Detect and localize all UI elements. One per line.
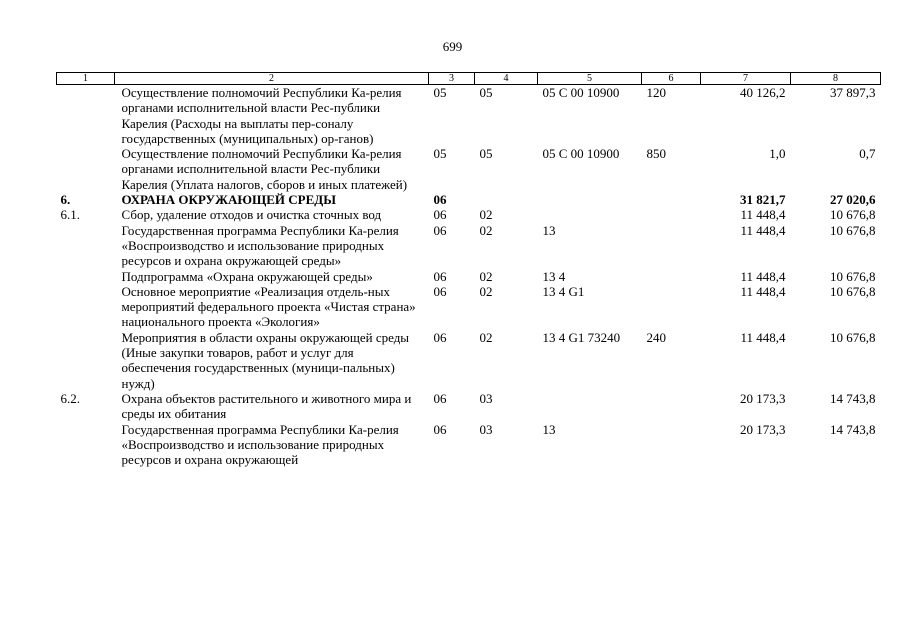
column-header-4: 4 bbox=[475, 73, 538, 85]
row-expense-type bbox=[642, 269, 701, 284]
row-subsection-code: 02 bbox=[479, 268, 493, 284]
row-section-code: 06 bbox=[433, 222, 447, 238]
row-description: Осуществление полномочий Республики Ка-релия органами исполнительной власти Рес-публики Карелия (Расходы на выплаты пер-соналу государственных (муниципальных) ор-ганов) bbox=[121, 85, 402, 146]
column-header-8: 8 bbox=[791, 73, 881, 85]
row-number bbox=[57, 223, 115, 269]
table-header bbox=[57, 73, 881, 85]
row-amount-actual: 27 020,6 bbox=[830, 192, 876, 208]
row-number: 6.1. bbox=[60, 207, 80, 223]
row-subsection-code: 03 bbox=[479, 390, 493, 406]
row-number bbox=[57, 330, 115, 391]
row-expense-type bbox=[642, 207, 701, 222]
row-amount-plan: 11 448,4 bbox=[740, 268, 786, 284]
row-description: Государственная программа Республики Ка-релия «Воспроизводство и использование природных ресурсов и охрана окружающей bbox=[121, 421, 399, 468]
row-expense-type bbox=[642, 422, 701, 468]
row-description: Осуществление полномочий Республики Ка-релия органами исполнительной власти Рес-публики Карелия (Уплата налогов, сборов и иных платежей) bbox=[121, 146, 408, 192]
row-subsection-code bbox=[475, 192, 538, 207]
column-header-7: 7 bbox=[701, 73, 791, 85]
table-row bbox=[57, 85, 881, 147]
column-header-1: 1 bbox=[57, 73, 115, 85]
row-subsection-code: 05 bbox=[479, 85, 493, 100]
row-section-code: 06 bbox=[433, 192, 447, 208]
table-row bbox=[57, 223, 881, 269]
row-subsection-code: 02 bbox=[479, 283, 493, 299]
row-amount-actual: 10 676,8 bbox=[830, 268, 876, 284]
row-amount-plan: 1,0 bbox=[769, 146, 786, 162]
row-description: Сбор, удаление отходов и очистка сточных вод bbox=[121, 207, 382, 223]
row-amount-actual: 14 743,8 bbox=[830, 390, 876, 406]
table-row bbox=[57, 422, 881, 468]
column-header-2: 2 bbox=[115, 73, 429, 85]
row-number bbox=[57, 146, 115, 192]
budget-table bbox=[56, 72, 881, 467]
table-row bbox=[57, 192, 881, 207]
row-amount-plan: 11 448,4 bbox=[740, 283, 786, 299]
row-amount-actual: 14 743,8 bbox=[830, 421, 876, 437]
column-header-6: 6 bbox=[642, 73, 701, 85]
row-target-article: 13 4 bbox=[542, 268, 566, 284]
row-amount-actual: 10 676,8 bbox=[830, 222, 876, 238]
row-expense-type: 120 bbox=[646, 85, 666, 100]
row-number bbox=[57, 269, 115, 284]
row-target-article: 05 С 00 10900 bbox=[542, 146, 620, 162]
row-expense-type bbox=[642, 192, 701, 207]
table-body bbox=[57, 85, 881, 468]
row-section-code: 05 bbox=[433, 85, 447, 100]
row-section-code: 06 bbox=[433, 329, 447, 345]
row-section-code: 05 bbox=[433, 146, 447, 162]
row-target-article bbox=[538, 207, 642, 222]
table-row bbox=[57, 391, 881, 422]
page-number: 699 bbox=[442, 39, 463, 54]
row-number: 6. bbox=[60, 192, 71, 208]
row-description: Подпрограмма «Охрана окружающей среды» bbox=[121, 268, 373, 284]
row-number: 6.2. bbox=[60, 390, 80, 406]
table-row bbox=[57, 330, 881, 391]
row-description: Основное мероприятие «Реализация отдель-ных мероприятий федерального проекта «Чистая страна» национального проекта «Экология» bbox=[121, 283, 416, 330]
row-target-article: 13 bbox=[542, 222, 556, 238]
row-amount-plan: 31 821,7 bbox=[740, 192, 786, 208]
row-section-code: 06 bbox=[433, 207, 447, 223]
row-amount-actual: 10 676,8 bbox=[830, 329, 876, 345]
column-header-5: 5 bbox=[538, 73, 642, 85]
row-amount-plan: 20 173,3 bbox=[740, 421, 786, 437]
row-amount-actual: 0,7 bbox=[859, 146, 876, 162]
row-amount-plan: 11 448,4 bbox=[740, 329, 786, 345]
row-amount-actual: 10 676,8 bbox=[830, 283, 876, 299]
row-subsection-code: 02 bbox=[479, 222, 493, 238]
row-expense-type: 240 bbox=[646, 329, 666, 345]
row-description: Мероприятия в области охраны окружающей среды (Иные закупки товаров, работ и услуг для обеспечения государственных (муници-пальных) нужд) bbox=[121, 329, 410, 391]
row-description: Государственная программа Республики Ка-релия «Воспроизводство и использование природных ресурсов и охрана окружающей среды» bbox=[121, 222, 399, 269]
row-target-article: 13 4 G1 bbox=[542, 283, 585, 299]
row-subsection-code: 02 bbox=[479, 329, 493, 345]
row-target-article bbox=[538, 192, 642, 207]
row-target-article: 05 С 00 10900 bbox=[542, 85, 620, 100]
row-expense-type: 850 bbox=[646, 146, 666, 162]
row-amount-actual: 10 676,8 bbox=[830, 207, 876, 223]
row-expense-type bbox=[642, 284, 701, 330]
row-number bbox=[57, 284, 115, 330]
table-row bbox=[57, 207, 881, 222]
row-amount-plan: 11 448,4 bbox=[740, 222, 786, 238]
row-number bbox=[57, 422, 115, 468]
row-description: Охрана объектов растительного и животного мира и среды их обитания bbox=[121, 390, 412, 422]
row-subsection-code: 05 bbox=[479, 146, 493, 162]
row-subsection-code: 02 bbox=[479, 207, 493, 223]
row-section-code: 06 bbox=[433, 268, 447, 284]
table-row bbox=[57, 284, 881, 330]
row-amount-plan: 11 448,4 bbox=[740, 207, 786, 223]
header-row bbox=[57, 73, 881, 85]
column-header-3: 3 bbox=[429, 73, 475, 85]
row-expense-type bbox=[642, 391, 701, 422]
row-target-article: 13 4 G1 73240 bbox=[542, 329, 621, 345]
row-section-code: 06 bbox=[433, 390, 447, 406]
row-target-article bbox=[538, 391, 642, 422]
row-amount-plan: 20 173,3 bbox=[740, 390, 786, 406]
row-description: ОХРАНА ОКРУЖАЮЩЕЙ СРЕДЫ bbox=[121, 192, 336, 208]
row-expense-type bbox=[642, 223, 701, 269]
row-subsection-code: 03 bbox=[479, 421, 493, 437]
row-section-code: 06 bbox=[433, 421, 447, 437]
row-amount-actual: 37 897,3 bbox=[830, 85, 876, 100]
table-row bbox=[57, 269, 881, 284]
row-amount-plan: 40 126,2 bbox=[740, 85, 786, 100]
row-target-article: 13 bbox=[542, 421, 556, 437]
table-row bbox=[57, 146, 881, 192]
row-number bbox=[57, 85, 115, 147]
row-section-code: 06 bbox=[433, 283, 447, 299]
